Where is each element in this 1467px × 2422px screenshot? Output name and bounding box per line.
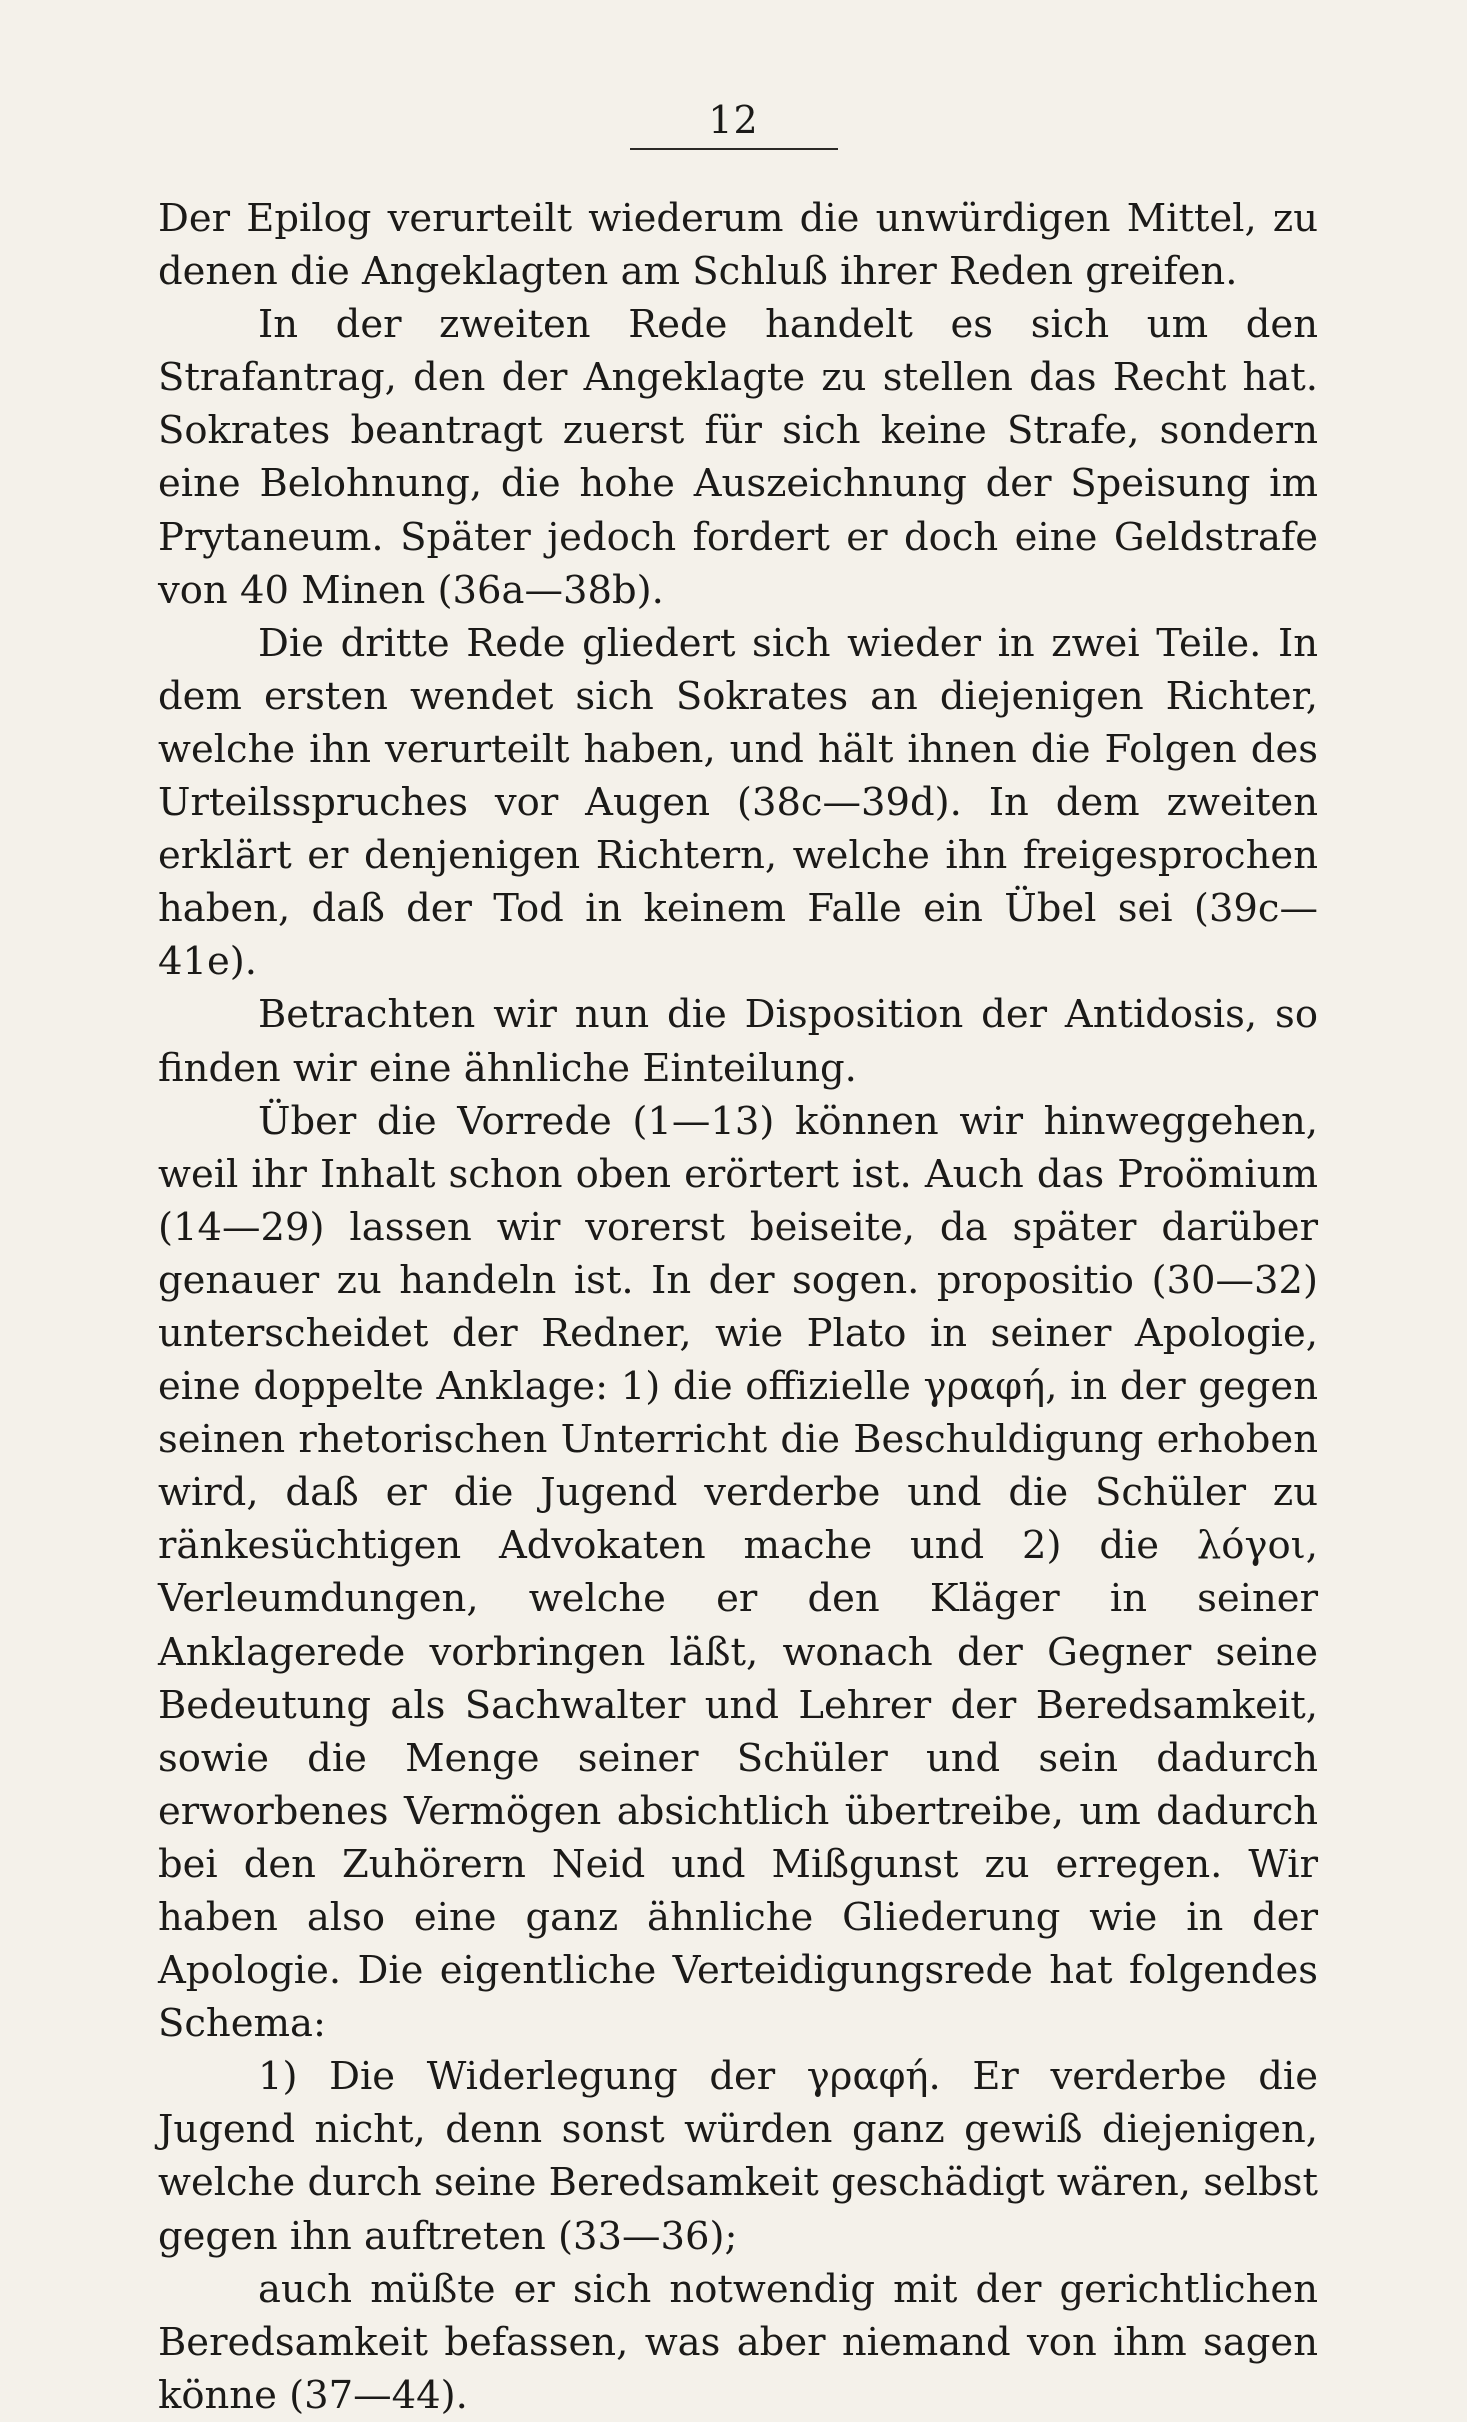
paragraph-refutation: 1) Die Widerlegung der γραφή. Er verderbe die Jugend nicht, denn sonst würden ganz gewiß diejenigen, welche durch seine Beredsamkeit geschädigt wären, selbst gegen ihn auftreten (33—36); <box>158 2054 1318 2259</box>
paragraph-disposition: Über die Vorrede (1—13) können wir hinweggehen, weil ihr Inhalt schon oben erörtert ist. Auch das Proömium (14—29) lassen wir vorerst beiseite, da später darüber genauer zu handeln ist. In der sogen. propositio (30—32) unterscheidet der Redner, wie Plato in seiner Apologie, eine doppelte Anklage: 1) die offizielle γραφή, in der gegen seinen rhetorischen Unterricht die Beschuldigung erhoben wird, daß er die Jugend verderbe und die Schüler zu ränkesüchtigen Advokaten mache und 2) die λόγοι, Verleumdungen, welche er den Kläger in seiner Anklagerede vorbringen läßt, wonach der Gegner seine Bedeutung als Sachwalter und Lehrer der Beredsamkeit, sowie die Menge seiner Schüler und sein dadurch erworbenes Vermögen absichtlich übertreibe, um dadurch bei den Zuhörern Neid und Mißgunst zu erregen. Wir haben also eine ganz ähnliche Gliederung wie in der Apologie. Die eigentliche Verteidigungsrede hat folgendes Schema: <box>158 1098 1318 2047</box>
header-rule <box>630 148 838 150</box>
paragraph-antidosis: Betrachten wir nun die Disposition der Antidosis, so finden wir eine ähnliche Einteilung. <box>158 992 1318 1091</box>
paragraph-epilog: Der Epilog verurteilt wiederum die unwürdigen Mittel, zu denen die Angeklagten am Schluß ihrer Reden greifen. <box>158 196 1318 295</box>
paragraph-forensic: auch müßte er sich notwendig mit der gerichtlichen Beredsamkeit befassen, was aber niemand von ihm sagen könne (37—44). <box>158 2266 1318 2418</box>
body-text <box>158 192 1318 2422</box>
paragraph-third-speech: Die dritte Rede gliedert sich wieder in zwei Teile. In dem ersten wendet sich Sokrates an diejenigen Richter, welche ihn verurteilt haben, und hält ihnen die Folgen des Urteilsspruches vor Augen (38c—39d). In dem zweiten erklärt er denjenigen Richtern, welche ihn freigesprochen haben, daß der Tod in keinem Falle ein Übel sei (39c—41e). <box>158 620 1318 985</box>
page-number: 12 <box>708 98 759 142</box>
paragraph-second-speech: In der zweiten Rede handelt es sich um den Strafantrag, den der Angeklagte zu stellen das Recht hat. Sokrates beantragt zuerst für sich keine Strafe, sondern eine Belohnung, die hohe Auszeichnung der Speisung im Prytaneum. Später jedoch fordert er doch eine Geldstrafe von 40 Minen (36a—38b). <box>158 302 1318 613</box>
